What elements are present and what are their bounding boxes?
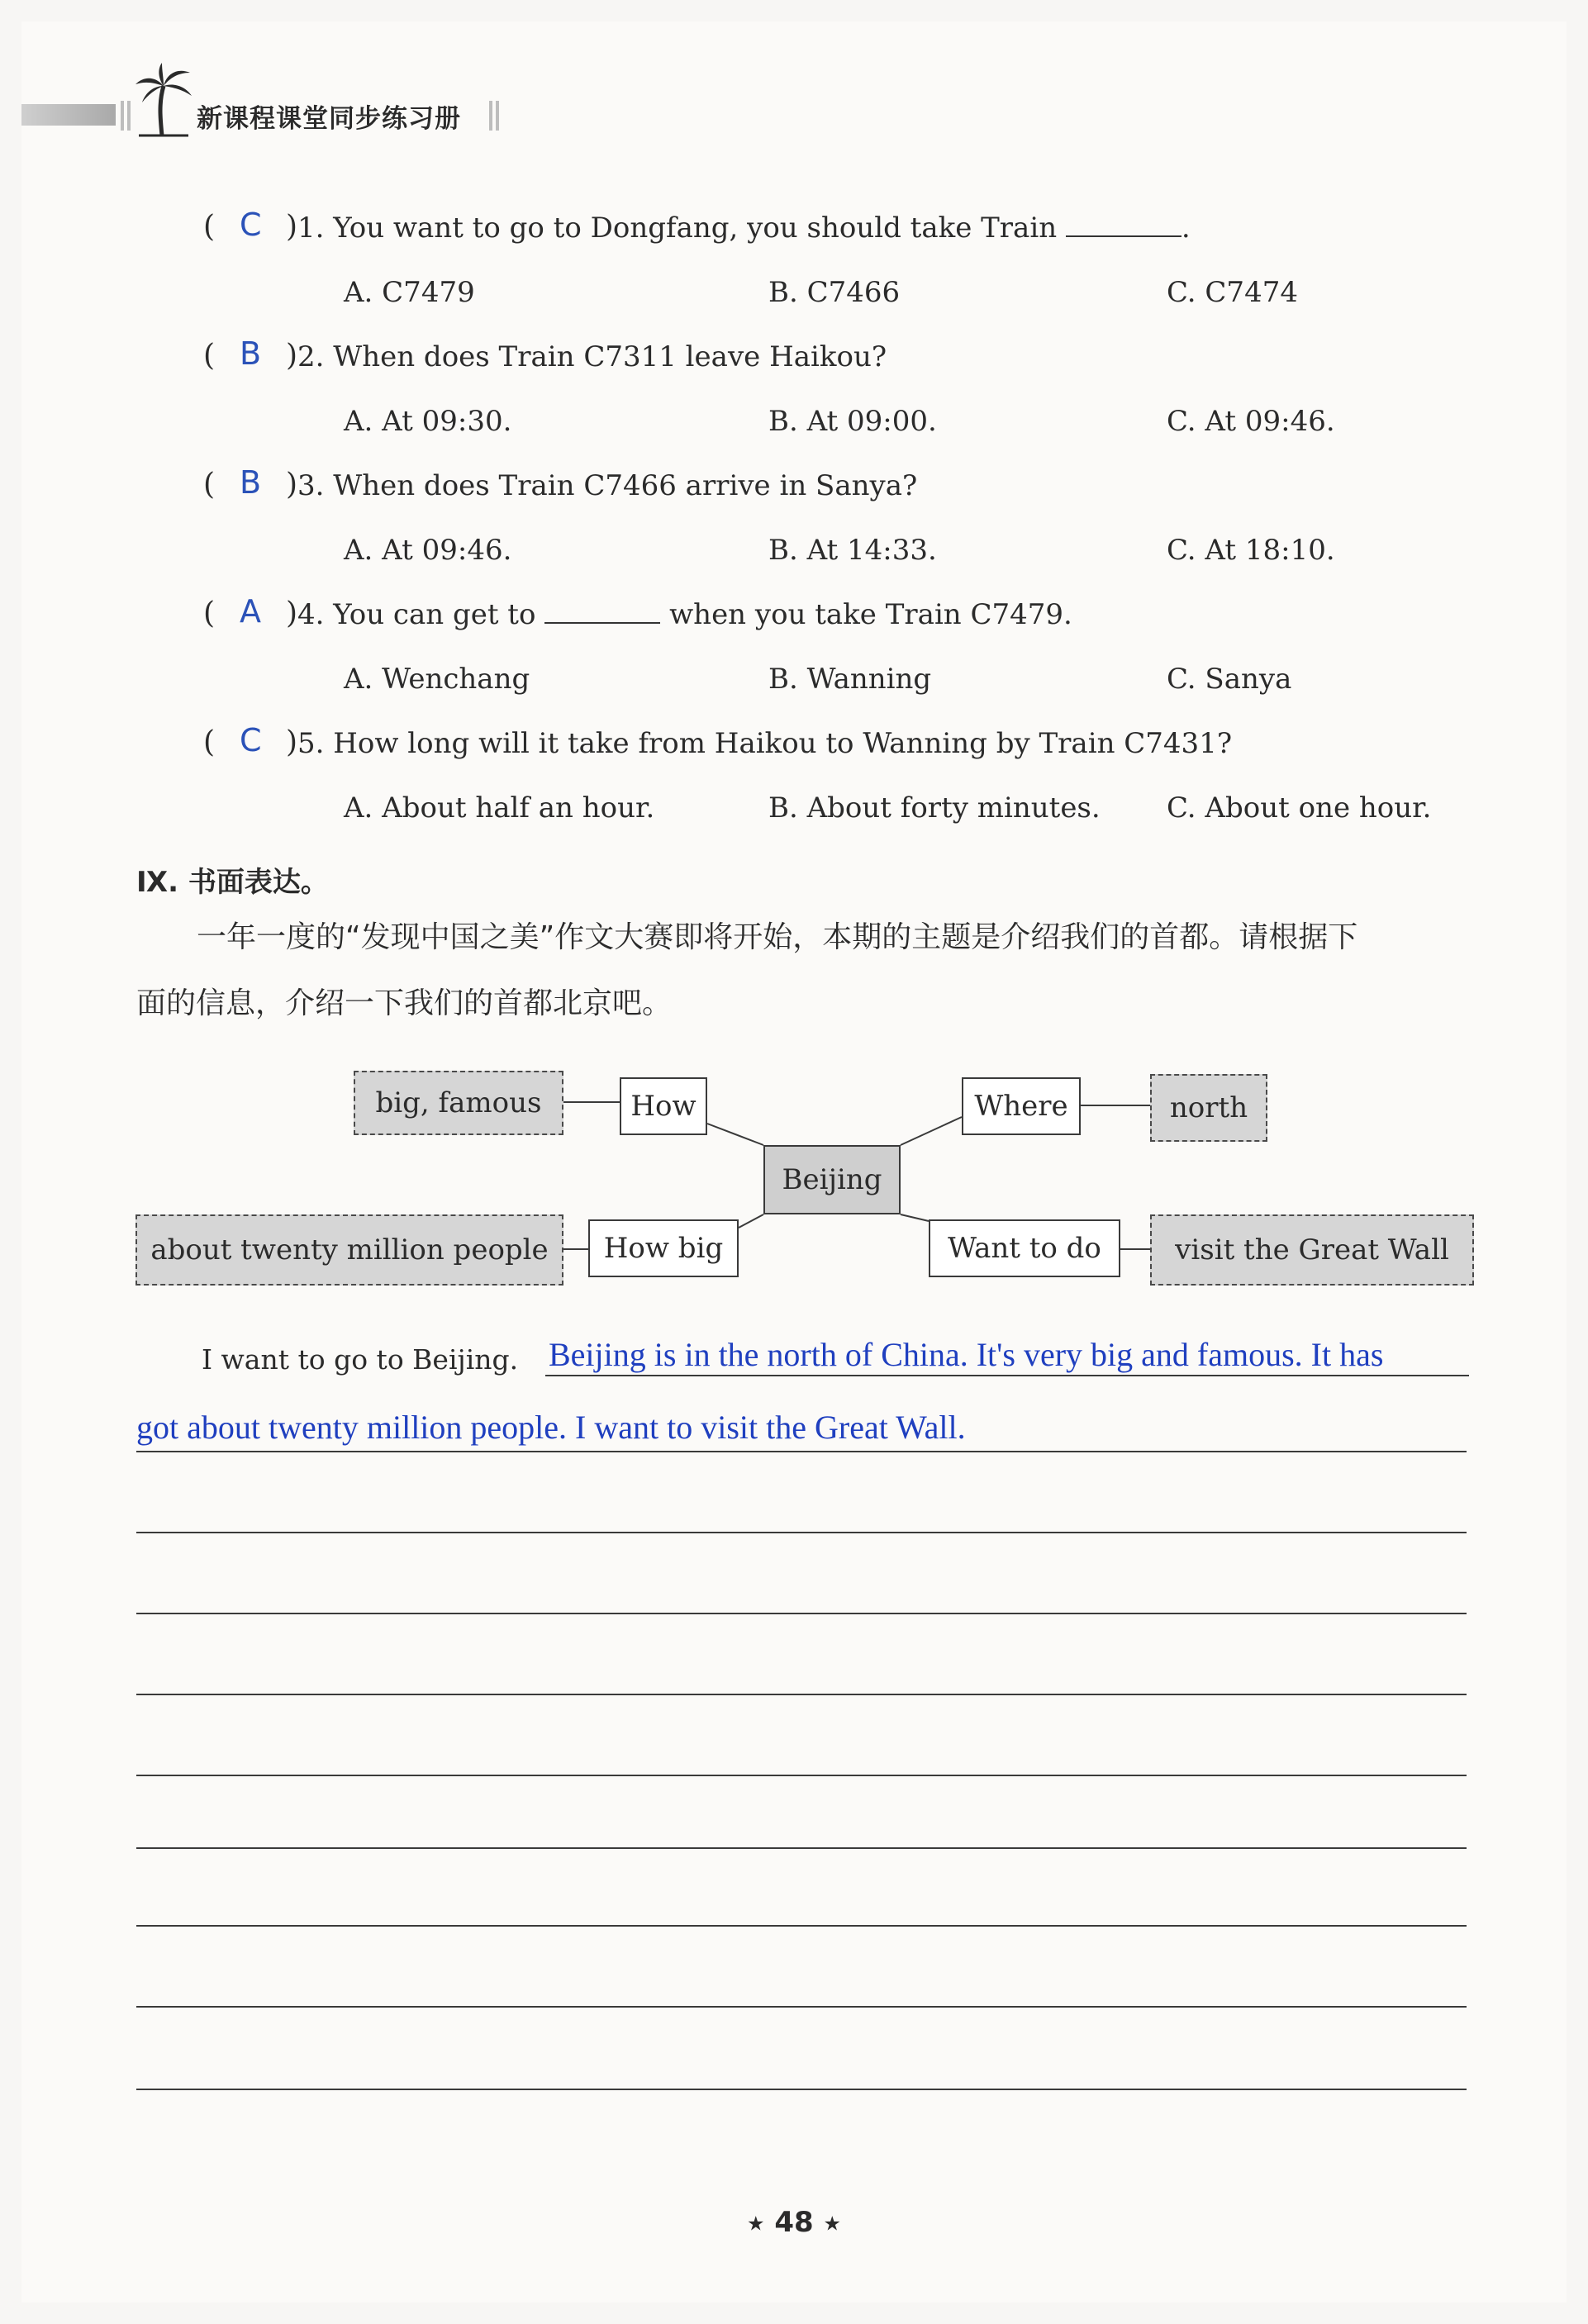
instructions-line-2: 面的信息，介绍一下我们的首都北京吧。 [136, 986, 673, 1020]
answer-paren: ) [286, 339, 298, 373]
answer-paren: ) [286, 468, 298, 501]
page-number: ★ 48 ★ [746, 2206, 842, 2239]
option: B. Wanning [768, 663, 932, 696]
mindmap-how-big-answer: about twenty million people [136, 1214, 563, 1286]
question-3: 3. When does Train C7466 arrive in Sanya? [297, 469, 918, 502]
answer-mark: B [240, 335, 262, 372]
option: B. C7466 [768, 276, 901, 309]
answer-paren: ( [203, 596, 216, 630]
writing-line [136, 1613, 1467, 1614]
answer-paren: ( [203, 468, 216, 501]
option: A. At 09:46. [344, 534, 512, 567]
writing-start: I want to go to Beijing. [202, 1343, 519, 1376]
mindmap-want-to-do: Want to do [929, 1219, 1120, 1277]
option: B. At 09:00. [768, 405, 937, 438]
answer-paren: ) [286, 596, 298, 630]
star-icon: ★ [823, 2212, 842, 2236]
option: B. At 14:33. [768, 534, 937, 567]
book-title: 新课程课堂同步练习册 [197, 104, 461, 134]
mindmap-center-beijing: Beijing [763, 1145, 901, 1214]
option: A. C7479 [344, 276, 475, 309]
writing-line [136, 1451, 1467, 1452]
writing-line [136, 1694, 1467, 1695]
question-5: 5. How long will it take from Haikou to Wanning by Train C7431? [297, 727, 1233, 760]
mindmap-want-to-do-answer: visit the Great Wall [1150, 1214, 1474, 1286]
option: C. At 09:46. [1167, 405, 1335, 438]
answer-paren: ( [203, 339, 216, 373]
writing-line [136, 2006, 1467, 2008]
writing-line [136, 1532, 1467, 1533]
option: C. C7474 [1167, 276, 1298, 309]
option: B. About forty minutes. [768, 791, 1101, 825]
question-2: 2. When does Train C7311 leave Haikou? [297, 340, 887, 373]
answer-mark: C [240, 722, 262, 758]
writing-line [136, 2089, 1467, 2090]
instructions-line-1: 一年一度的“发现中国之美”作文大赛即将开始，本期的主题是介绍我们的首都。请根据下 [197, 920, 1358, 954]
mindmap-how-big: How big [588, 1219, 739, 1277]
answer-mark: B [240, 464, 262, 501]
option: A. At 09:30. [344, 405, 512, 438]
writing-line [136, 1925, 1467, 1927]
answer-mark: A [240, 593, 261, 630]
option: C. About one hour. [1167, 791, 1432, 825]
answer-mark: C [240, 207, 262, 243]
star-icon: ★ [746, 2212, 765, 2236]
mindmap-where-answer: north [1150, 1074, 1267, 1142]
option: C. At 18:10. [1167, 534, 1335, 567]
question-4: 4. You can get to when you take Train C7479. [297, 598, 1072, 631]
answer-paren: ) [286, 210, 298, 244]
answer-paren: ) [286, 725, 298, 759]
answer-paren: ( [203, 725, 216, 759]
mindmap-how: How [620, 1077, 707, 1135]
writing-line [136, 1847, 1467, 1849]
question-1: 1. You want to go to Dongfang, you should take Train . [297, 211, 1191, 245]
mindmap-how-answer: big, famous [354, 1071, 563, 1135]
handwritten-answer-line-2: got about twenty million people. I want to visit the Great Wall. [136, 1409, 966, 1446]
section-title: Ⅸ. 书面表达。 [136, 866, 329, 899]
option: A. Wenchang [344, 663, 530, 696]
writing-line [545, 1375, 1469, 1376]
answer-paren: ( [203, 210, 216, 244]
writing-line [136, 1775, 1467, 1776]
handwritten-answer-line-1: Beijing is in the north of China. It's very big and famous. It has [549, 1336, 1384, 1373]
option: A. About half an hour. [344, 791, 655, 825]
mindmap-where: Where [962, 1077, 1081, 1135]
option: C. Sanya [1167, 663, 1292, 696]
